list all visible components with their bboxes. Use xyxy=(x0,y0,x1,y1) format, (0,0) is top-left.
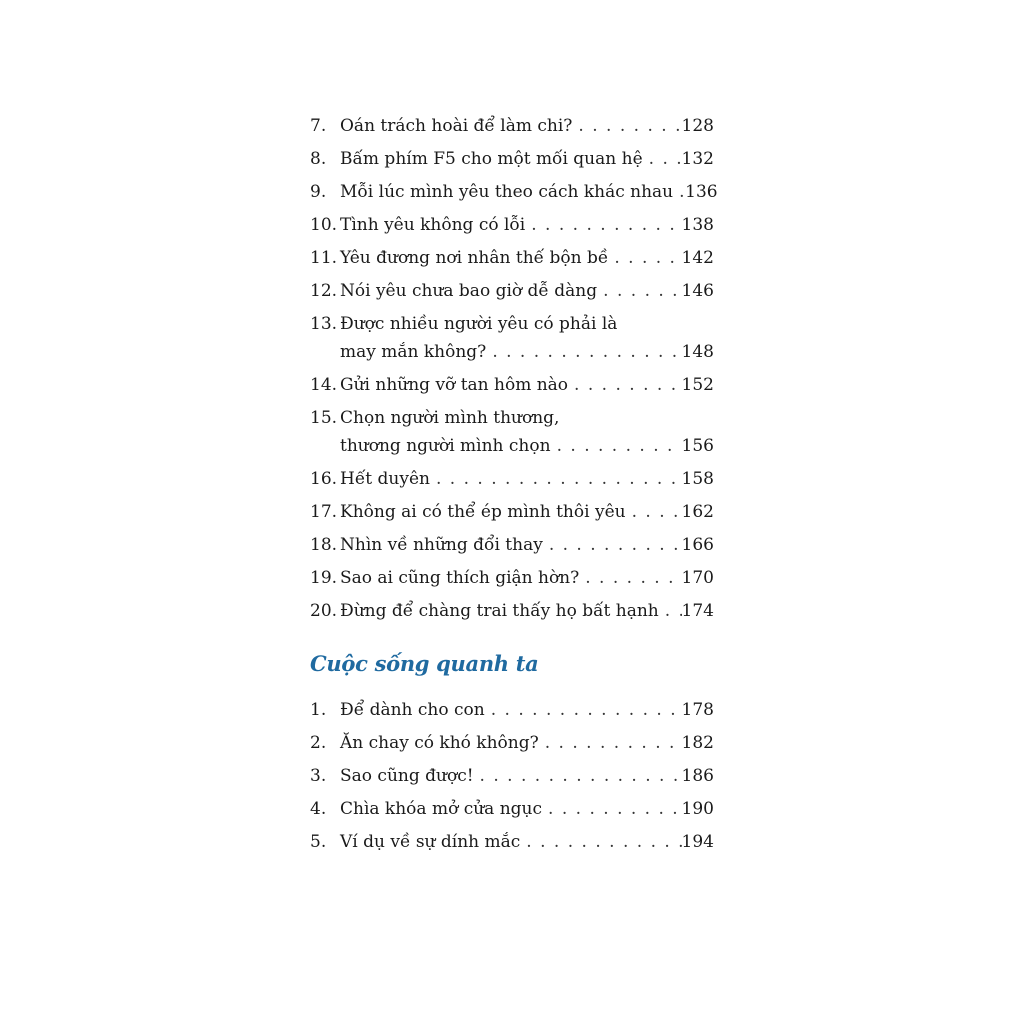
toc-entry-number: 10. xyxy=(310,215,338,235)
toc-entry xyxy=(310,531,714,559)
toc-entry-number: 16. xyxy=(310,469,338,489)
toc-entry-line xyxy=(310,597,714,625)
dot-leader xyxy=(430,465,682,493)
toc-entry-number: 20. xyxy=(310,601,338,621)
toc-entry-page-number: 170 xyxy=(681,568,714,588)
toc-entry-number: 9. xyxy=(310,182,327,202)
toc-entry xyxy=(310,178,718,206)
toc-entry-page-number: 132 xyxy=(681,149,714,169)
toc-entry xyxy=(310,564,714,592)
toc-entry-line xyxy=(310,432,714,460)
toc-entry-title: Gửi những vỡ tan hôm nào xyxy=(340,375,569,395)
toc-entry-number: 13. xyxy=(310,314,338,334)
toc-entry-number: 3. xyxy=(310,766,327,786)
toc-entry-title: Nhìn về những đổi thay xyxy=(340,535,543,555)
toc-entry xyxy=(310,795,714,823)
toc-entry-page-number: 178 xyxy=(681,700,714,720)
toc-entry-title: Sao cũng được! xyxy=(340,766,474,786)
toc-entry-page-number: 148 xyxy=(681,342,714,362)
toc-entry-title: Nói yêu chưa bao giờ dễ dàng xyxy=(340,281,598,301)
toc-entry xyxy=(310,696,714,724)
dot-leader xyxy=(579,564,681,592)
toc-entry-title: Oán trách hoài để làm chi? xyxy=(340,116,573,136)
toc-entry-page-number: 142 xyxy=(681,248,714,268)
toc-entry-page-number: 166 xyxy=(681,535,714,555)
dot-leader xyxy=(474,762,682,790)
toc-entry-line xyxy=(310,277,714,305)
toc-entry-line xyxy=(310,178,718,206)
toc-entry-page-number: 158 xyxy=(681,469,714,489)
toc-entry xyxy=(310,145,714,173)
toc-entry xyxy=(310,371,714,399)
toc-entry-line xyxy=(310,498,714,526)
toc-entry-line xyxy=(310,531,714,559)
toc-entry xyxy=(310,828,714,856)
toc-entry-number: 4. xyxy=(310,799,327,819)
toc-entry-title: Yêu đương nơi nhân thế bộn bề xyxy=(340,248,609,268)
toc-entry-page-number: 136 xyxy=(685,182,718,202)
dot-leader xyxy=(673,178,685,206)
toc-entry-line xyxy=(310,828,714,856)
toc-entry-line xyxy=(310,211,714,239)
dot-leader xyxy=(608,244,681,272)
toc-entry-number: 19. xyxy=(310,568,338,588)
toc-entry-number: 7. xyxy=(310,116,327,136)
toc-entry-number: 2. xyxy=(310,733,327,753)
dot-leader xyxy=(597,277,681,305)
toc-entry xyxy=(310,729,714,757)
dot-leader xyxy=(626,498,682,526)
toc-entry-page-number: 156 xyxy=(681,436,714,456)
dot-leader xyxy=(643,145,682,173)
toc-entry-page-number: 146 xyxy=(681,281,714,301)
toc-entry-number: 17. xyxy=(310,502,338,522)
toc-entry-line xyxy=(310,762,714,790)
toc-entry-number: 14. xyxy=(310,375,338,395)
toc-entry-line xyxy=(310,112,714,140)
toc-entry-number: 5. xyxy=(310,832,327,852)
toc-entry-line xyxy=(310,696,714,724)
toc-entry-title: Ăn chay có khó không? xyxy=(340,733,539,753)
toc-entry xyxy=(310,465,714,493)
dot-leader xyxy=(551,432,682,460)
toc-entry-title: Bấm phím F5 cho một mối quan hệ xyxy=(340,149,643,169)
toc-entry-title: Ví dụ về sự dính mắc xyxy=(340,832,521,852)
toc-entry-line xyxy=(310,371,714,399)
toc-entry-page-number: 190 xyxy=(681,799,714,819)
toc-entry-page-number: 174 xyxy=(681,601,714,621)
toc-entry xyxy=(310,244,714,272)
toc-entry-title: may mắn không? xyxy=(340,342,487,362)
toc-entry-line xyxy=(310,404,714,432)
dot-leader xyxy=(659,597,682,625)
dot-leader xyxy=(525,211,681,239)
toc-entry xyxy=(310,112,714,140)
toc-entry-line xyxy=(310,338,714,366)
toc-entry xyxy=(310,310,714,366)
toc-entry-title: Không ai có thể ép mình thôi yêu xyxy=(340,502,626,522)
toc-entry-title: Tình yêu không có lỗi xyxy=(340,215,526,235)
toc-entry-line xyxy=(310,145,714,173)
toc-entry-line xyxy=(310,244,714,272)
toc-entry-title: Đừng để chàng trai thấy họ bất hạnh xyxy=(340,601,659,621)
toc-entry-title: Sao ai cũng thích giận hờn? xyxy=(340,568,580,588)
toc-entry-line xyxy=(310,465,714,493)
toc-entry-number: 8. xyxy=(310,149,327,169)
toc-entry xyxy=(310,597,714,625)
toc-entry-number: 15. xyxy=(310,408,338,428)
toc-entry-page-number: 128 xyxy=(681,116,714,136)
toc-entry-page-number: 186 xyxy=(681,766,714,786)
toc-entry xyxy=(310,277,714,305)
toc-entry-title: Mỗi lúc mình yêu theo cách khác nhau xyxy=(340,182,674,202)
toc-entry-title: Hết duyên xyxy=(340,469,430,489)
dot-leader xyxy=(568,371,682,399)
toc-entry-title: Chìa khóa mở cửa ngục xyxy=(340,799,543,819)
dot-leader xyxy=(486,338,681,366)
dot-leader xyxy=(539,729,682,757)
toc-entry xyxy=(310,498,714,526)
toc-entry-title: Được nhiều người yêu có phải là xyxy=(340,314,618,334)
toc-entry-page-number: 182 xyxy=(681,733,714,753)
toc-entry-title: Chọn người mình thương, xyxy=(340,408,560,428)
toc-entry-line xyxy=(310,310,714,338)
dot-leader xyxy=(572,112,681,140)
toc-entry-page-number: 152 xyxy=(681,375,714,395)
toc-entry-title: thương người mình chọn xyxy=(340,436,551,456)
dot-leader xyxy=(485,696,682,724)
toc-entry-number: 12. xyxy=(310,281,338,301)
toc-list-section-1 xyxy=(310,112,718,625)
toc-entry xyxy=(310,211,714,239)
table-of-contents xyxy=(310,112,718,861)
section-heading: Cuộc sống quanh ta xyxy=(310,651,539,676)
toc-entry-line xyxy=(310,564,714,592)
toc-entry-page-number: 194 xyxy=(681,832,714,852)
toc-entry-line xyxy=(310,729,714,757)
dot-leader xyxy=(520,828,681,856)
toc-entry-number: 18. xyxy=(310,535,338,555)
toc-entry-title: Để dành cho con xyxy=(340,700,485,720)
toc-entry xyxy=(310,762,714,790)
toc-entry-line xyxy=(310,795,714,823)
toc-entry-number: 1. xyxy=(310,700,327,720)
toc-entry xyxy=(310,404,714,460)
toc-entry-number: 11. xyxy=(310,248,338,268)
dot-leader xyxy=(543,531,682,559)
dot-leader xyxy=(542,795,682,823)
toc-entry-page-number: 162 xyxy=(681,502,714,522)
toc-entry-page-number: 138 xyxy=(681,215,714,235)
toc-list-section-2 xyxy=(310,696,714,856)
